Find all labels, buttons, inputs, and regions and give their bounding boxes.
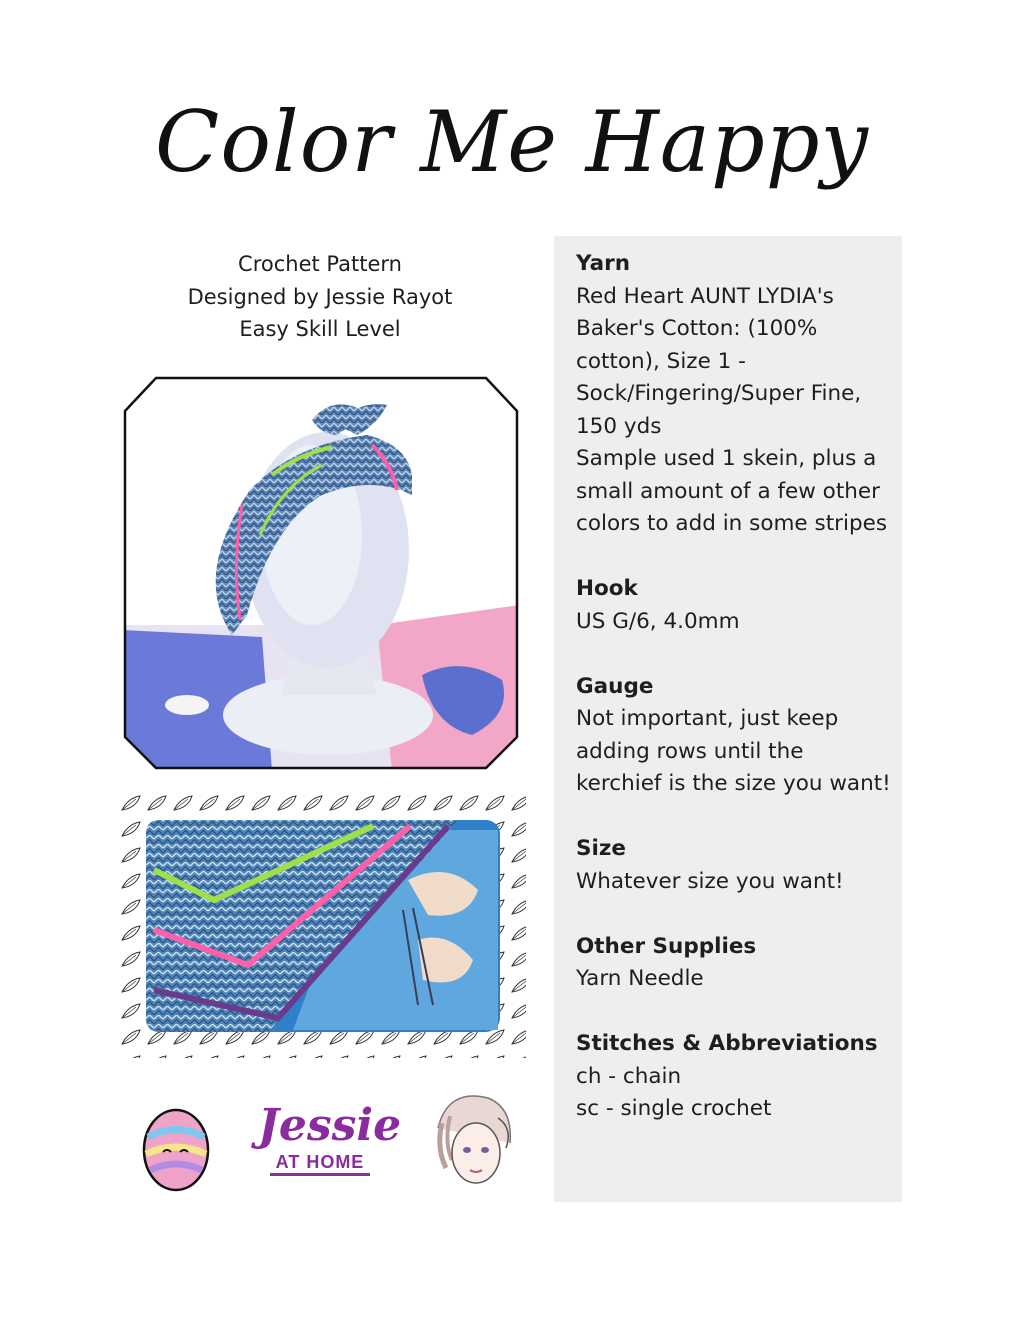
logo-athome-text: AT HOME <box>270 1152 371 1176</box>
yarn-sample-note: Sample used 1 skein, plus a small amount of a few other colors to add in some stripes <box>576 446 888 536</box>
yarn-heading: Yarn <box>576 251 631 276</box>
headband-photo <box>122 375 520 771</box>
page-title: Color Me Happy <box>155 93 869 191</box>
yarn-ball-icon <box>138 1102 214 1194</box>
supplies-details: Yarn Needle <box>576 966 704 991</box>
stitch-chain: ch - chain <box>576 1063 682 1089</box>
hook-details: US G/6, 4.0mm <box>576 608 740 634</box>
designer-avatar <box>428 1088 518 1198</box>
kerchief-photo <box>118 790 528 1060</box>
pattern-intro <box>150 248 490 346</box>
size-details: Whatever size you want! <box>576 868 844 894</box>
logo-jessie-text: Jessie <box>258 1100 402 1151</box>
stitches-section <box>576 1028 894 1126</box>
hook-heading: Hook <box>576 576 638 601</box>
intro-skill: Easy Skill Level <box>239 317 401 341</box>
stitches-heading: Stitches & Abbreviations <box>576 1031 878 1056</box>
materials-content <box>576 248 894 1158</box>
hook-section <box>576 573 894 638</box>
intro-designer: Designed by Jessie Rayot <box>187 284 453 309</box>
size-heading: Size <box>576 836 626 861</box>
gauge-details: Not important, just keep adding rows until the kerchief is the size you want! <box>576 706 891 796</box>
supplies-heading: Other Supplies <box>576 933 757 959</box>
gauge-section <box>576 671 894 801</box>
jessie-at-home-logo <box>258 1100 402 1196</box>
supplies-section <box>576 931 894 996</box>
gauge-heading: Gauge <box>576 673 654 699</box>
yarn-details: Red Heart AUNT LYDIA's Baker's Cotton: (100% cotton), Size 1 - Sock/Fingering/Super Fine, 150 yds <box>576 283 862 439</box>
yarn-section <box>576 248 894 541</box>
intro-type: Crochet Pattern <box>238 252 402 276</box>
size-section <box>576 833 894 898</box>
stitch-single-crochet: sc - single crochet <box>576 1096 772 1121</box>
